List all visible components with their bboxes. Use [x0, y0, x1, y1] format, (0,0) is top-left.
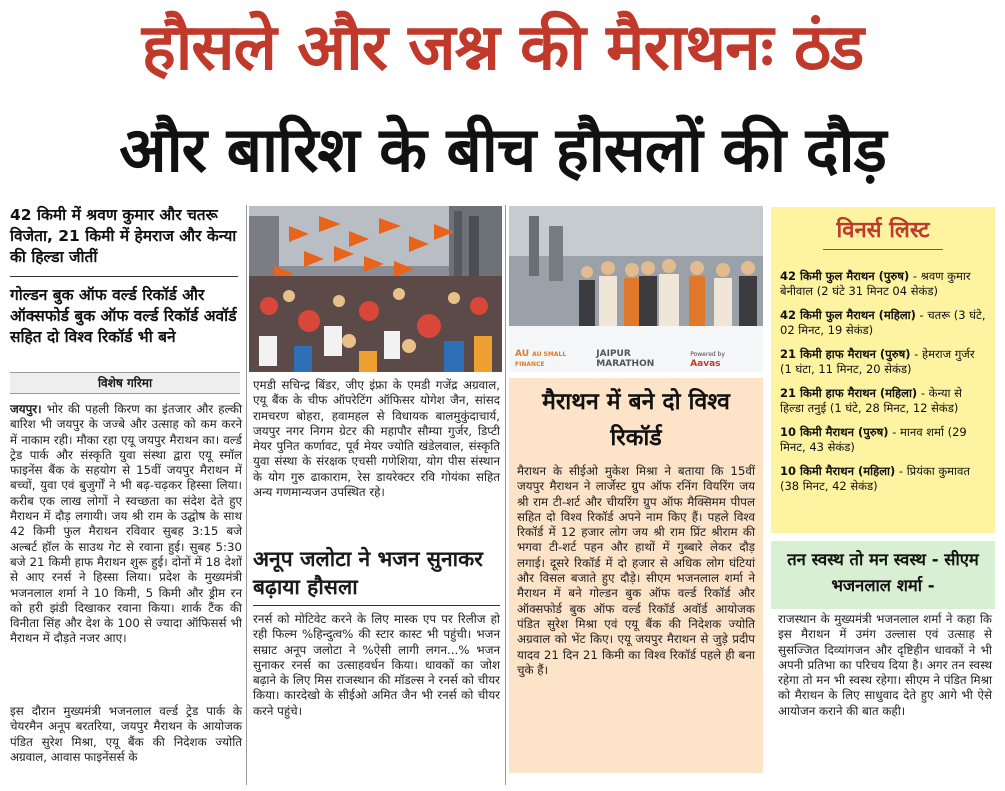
- list-item: 10 किमी मैराथन (पुरुष) - मानव शर्मा (29 मिनट, 43 सेकंड): [780, 425, 967, 454]
- world-record-box: [509, 378, 763, 773]
- subheading-records: गोल्डन बुक ऑफ वर्ल्ड रिकॉर्ड और ऑक्सफोर्ड बुक ऑफ वर्ल्ड रिकॉर्ड अवॉर्ड सहित दो विश्व रिकॉर्ड भी बने: [10, 286, 237, 346]
- world-record-title: मैराथन में बने दो विश्व रिकॉर्ड: [542, 389, 730, 451]
- list-item: 42 किमी फुल मैराथन (पुरुष) - श्रवण कुमार बेनीवाल (2 घंटे 31 मिनट 04 सेकंड): [780, 269, 971, 298]
- world-record-body: मैराथन के सीईओ मुकेश मिश्रा ने बताया कि 15वीं जयपुर मैराथन ने लार्जेस्ट ग्रुप ऑफ रनिंग वियरिंग जय श्री राम टी-शर्ट और चीयरिंग ग्रुप ऑफ मैक्सिमम पीपल सहित दो विश्व रिकॉर्ड अपने नाम किए हैं। पहले विश्व रिकॉर्ड में 12 हजार लोग जय श्री राम प्रिंट श्रीराम की भगवा टी-शर्ट पहन और हाथों में गुब्बारे लेकर दौड़ लगाई। दूसरे रिकॉर्ड में दो हजार से अधिक लोग घंटियां और विसल बजाते हुए दौड़े। सीएम भजनलाल शर्मा ने मैराथन में बने गोल्डन बुक ऑफ वर्ल्ड रिकॉर्ड और ऑक्सफोर्ड बुक ऑफ वर्ल्ड रिकॉर्ड अवॉर्ड आयोजक पंडित सुरेश मिश्रा एवं एयू बैंक की निदेशक ज्योति अग्रवाल को भेंट किए। एयू जयपुर मैराथन से जुड़े प्रदीप यादव 21 दिन 21 किमी का विश्व रिकॉर्ड पहले ही बना चुके हैं।: [517, 464, 755, 677]
- stage-dignitaries-photo: [509, 206, 763, 372]
- crowd-photo-illustration: [249, 206, 502, 372]
- list-item: 21 किमी हाफ मैराथन (महिला) - केन्या से हिल्डा तनुई (1 घंटे, 28 मिनट, 12 सेकंड): [780, 386, 962, 415]
- sponsor-banner: [509, 346, 763, 372]
- body-text: भोर की पहली किरण का इंतजार और हल्की बारिश भी जयपुर के जज्बे और उत्साह को कम करने में नाकाम रही। मौका रहा एयू जयपुर मैराथन का। वर्ल्ड ट्रेड पार्क और संस्कृति युवा संस्था द्वारा एयू स्मॉल फाइनेंस बैंक के सहयोग से 15वीं जयपुर मैराथन में बच्चों, युवा एवं बुजुर्गों ने भी बढ़-चढ़कर हिस्सा लिया। करीब एक लाख लोगों ने स्वच्छता का संदेश देते हुए मैराथन में दौड़ लगायी। जय श्री राम के उद्घोष के साथ 42 किमी फुल मैराथन रविवार सुबह 3:15 बजे अल्बर्ट हॉल के साउथ गेट से रवाना हुई। सुबह 5:30 बजे 21 किमी हाफ मैराथन शुरू हुई। दोनों में 18 देशों से आए रनर्स ने हिस्सा लिया। प्रदेश के मुख्यमंत्री भजनलाल शर्मा ने 10 किमी, 5 किमी और ड्रीम रन को हरी झंडी दिखाकर रवाना किया। शार्क टैंक की विनीता सिंह और देश के 100 से ज्यादा ऑफिसर्स भी मैराथन में दौड़ते नजर आए।: [10, 402, 242, 646]
- dateline: जयपुर।: [10, 402, 42, 416]
- headline-line-1: हौसले और जश्न की मैराथनः ठंड: [141, 11, 864, 85]
- byline: विशेष गरिमा: [97, 376, 153, 390]
- list-item: 10 किमी मैराथन (महिला) - प्रियंका कुमावत (38 मिनट, 42 सेकंड): [780, 464, 970, 493]
- divider: [253, 605, 500, 606]
- column-divider: [246, 205, 247, 785]
- cm-quote-box: [771, 541, 995, 609]
- column-divider: [505, 205, 506, 785]
- list-item: 42 किमी फुल मैराथन (महिला) - चतरू (3 घंटे, 02 मिनट, 19 सेकंड): [780, 308, 986, 337]
- cm-article-body: राजस्थान के मुख्यमंत्री भजनलाल शर्मा ने कहा कि इस मैराथन में उमंग उल्लास एवं उत्साह से सुसज्जित दिव्यांगजन और दृष्टिहीन धावकों ने भी अपनी प्रतिभा का परिचय दिया है। अगर तन स्वस्थ रहेगा तो मन भी स्वस्थ रहेगा। सीएम ने पंडित मिश्रा को मैराथन के लिए साधुवाद देते हुए आगे भी ऐसे आयोजन कराने की बात कही।: [778, 612, 992, 718]
- left-article-body-2: इस दौरान मुख्यमंत्री भजनलाल वर्ल्ड ट्रेड पार्क के चेयरमैन अनूप बरतरिया, जयपुर मैराथन के आयोजक पंडित सुरेश मिश्रा, एयू बैंक की निदेशक ज्योति अग्रवाल, आवास फाइनेंसर्स के: [10, 704, 242, 764]
- headline-line-2: और बारिश के बीच हौसलों की दौड़: [119, 113, 886, 186]
- subheading-winners: 42 किमी में श्रवण कुमार और चतरू विजेता, 21 किमी में हेमराज और केन्या की हिल्डा जीतीं: [10, 206, 237, 266]
- winners-list-title: विनर्स लिस्ट: [836, 218, 930, 243]
- winners-list-box: [771, 207, 995, 533]
- aavas-logo: Powered by Aavas: [690, 351, 725, 369]
- cm-quote-title: तन स्वस्थ तो मन स्वस्थ - सीएम भजनलाल शर्मा -: [787, 550, 979, 595]
- jaipur-marathon-logo: JAIPUR MARATHON: [596, 349, 655, 369]
- list-item: 21 किमी हाफ मैराथन (पुरुष) - हेमराज गुर्जर (1 घंटा, 11 मिनट, 20 सेकंड): [780, 347, 975, 376]
- byline-bar: [10, 372, 240, 394]
- marathon-crowd-photo: [249, 206, 502, 372]
- divider: [10, 276, 238, 277]
- subheading-anup-jalota: अनूप जलोटा ने भजन सुनाकर बढ़ाया हौसला: [253, 547, 483, 599]
- middle-article-body: रनर्स को मोटिवेट करने के लिए मास्क एप पर रिलीज हो रही फिल्म %हिन्दुत्व% की स्टार कास्ट भी पहुंची। भजन सम्राट अनूप जलोटा ने %ऐसी लागी लगन...% भजन सुनाकर रनर्स का उत्साहवर्धन किया। धावकों का जोश बढ़ाने के लिए मिस राजस्थान की मॉडल्स ने रनर्स को चीयर किया। कारदेखो के सीईओ अमित जैन भी रनर्स को चीयर करने पहुंचे।: [253, 612, 500, 718]
- left-article-body: [10, 402, 242, 647]
- au-logo: AU AU SMALL FINANCE: [515, 349, 567, 368]
- winners-list: [780, 269, 988, 503]
- middle-article-continuation: एमडी सचिन्द्र बिंडर, जीए इंफ्रा के एमडी गजेंद्र अग्रवाल, एयू बैंक के चीफ ऑपरेटिंग ऑफिसर योगेश जैन, सांसद रामचरण बोहरा, हवामहल से विधायक बालमुकुंदाचार्य, जयपुर नगर निगम ग्रेटर की महापौर सौम्या गुर्जर, डिप्टी मेयर पुनित कर्णावट, पूर्व मेयर ज्योति खंडेलवाल, संस्कृति युवा संस्था के संरक्षक एचसी गणेशिया, योग पीस संस्थान के योग गुरु ढाकाराम, रेस डायरेक्टर रवि गोयंका सहित अन्य गणमान्यजन उपस्थित रहे।: [253, 378, 500, 500]
- divider: [823, 249, 943, 250]
